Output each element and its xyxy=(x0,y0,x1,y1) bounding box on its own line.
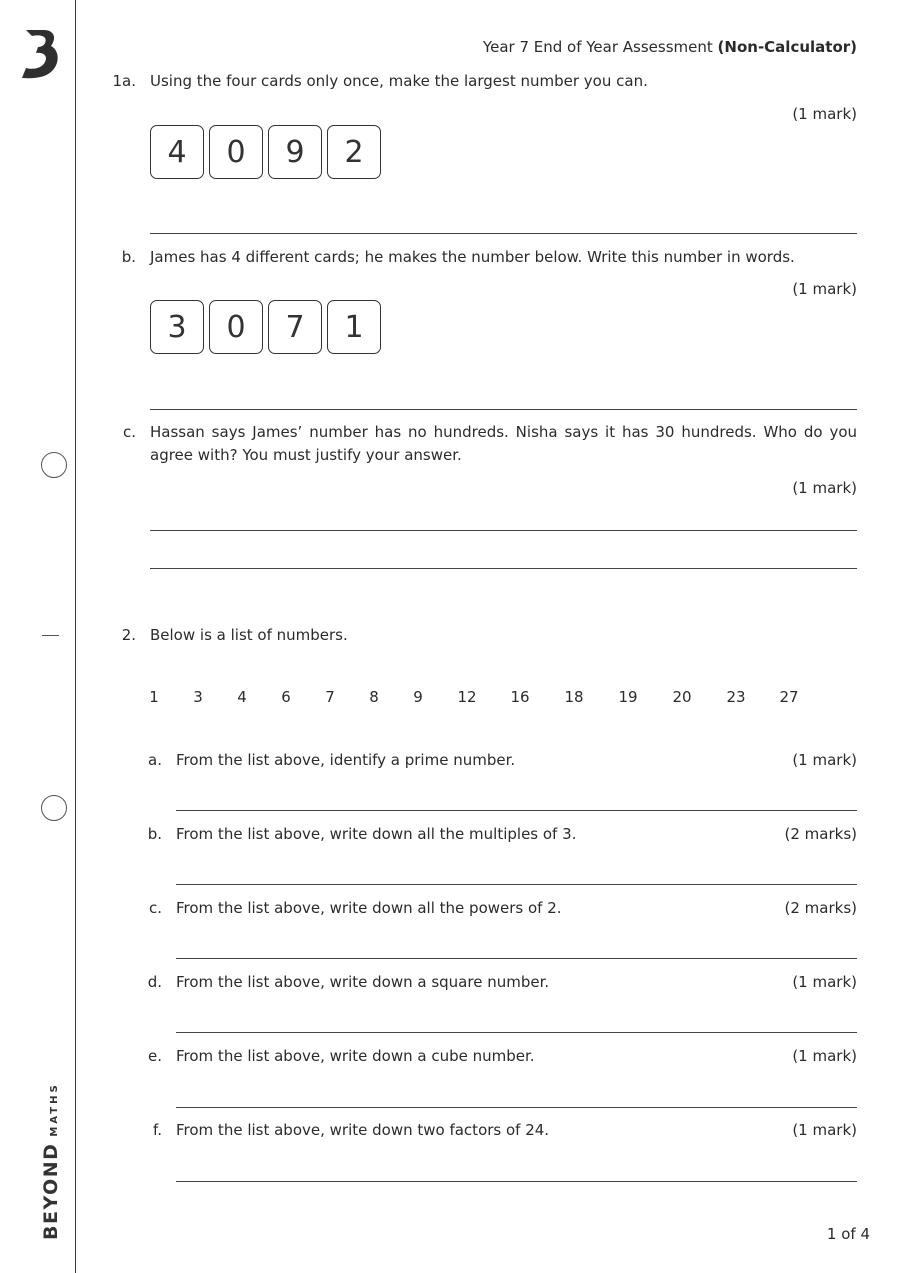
punch-hole xyxy=(41,452,67,478)
mark-allocation: (1 mark) xyxy=(792,1121,857,1139)
mark-allocation: (1 mark) xyxy=(792,1047,857,1065)
answer-line[interactable] xyxy=(176,810,857,811)
subquestion-text: From the list above, write down a cube number. xyxy=(176,1047,535,1065)
page-number: 1 of 4 xyxy=(826,1225,870,1243)
assessment-title: Year 7 End of Year Assessment xyxy=(482,38,713,56)
subquestion-number: b. xyxy=(147,825,162,843)
subquestion-text: From the list above, write down two factors of 24. xyxy=(176,1121,550,1139)
digit-card: 1 xyxy=(327,300,381,354)
brand-word: BEYOND xyxy=(40,1142,62,1240)
question-number: b. xyxy=(121,248,136,266)
answer-line[interactable] xyxy=(150,530,857,531)
question-text: Hassan says James’ number has no hundreds. Nisha says it has 30 hundreds. Who do you agree with? You must justify your answer. xyxy=(150,423,857,464)
question-text: Using the four cards only once, make the largest number you can. xyxy=(150,72,648,90)
mark-allocation: (1 mark) xyxy=(792,751,857,769)
list-number: 1 xyxy=(149,688,159,706)
list-number: 27 xyxy=(779,688,799,706)
list-number: 9 xyxy=(413,688,423,706)
page-header xyxy=(483,38,857,56)
list-number: 20 xyxy=(672,688,692,706)
list-number: 3 xyxy=(193,688,203,706)
subquestion-number: f. xyxy=(153,1121,162,1139)
digit-card: 0 xyxy=(209,125,263,179)
list-number: 8 xyxy=(369,688,379,706)
list-number: 4 xyxy=(237,688,247,706)
brand-sub: MATHS xyxy=(49,1082,60,1137)
punch-hole xyxy=(41,795,67,821)
digit-card: 4 xyxy=(150,125,204,179)
mark-allocation: (1 mark) xyxy=(792,105,857,123)
list-number: 19 xyxy=(618,688,638,706)
digit-card: 9 xyxy=(268,125,322,179)
list-number: 7 xyxy=(325,688,335,706)
answer-line[interactable] xyxy=(176,1032,857,1033)
mark-allocation: (2 marks) xyxy=(784,899,857,917)
fold-mark xyxy=(42,635,59,636)
answer-line[interactable] xyxy=(150,409,857,410)
question-number: 2. xyxy=(121,626,136,644)
list-number: 6 xyxy=(281,688,291,706)
subquestion-text: From the list above, write down a square number. xyxy=(176,973,550,991)
brand-wordmark xyxy=(40,1082,62,1240)
answer-line[interactable] xyxy=(150,233,857,234)
beyond-logo-icon xyxy=(18,28,60,80)
answer-line[interactable] xyxy=(176,1181,857,1182)
answer-line[interactable] xyxy=(176,958,857,959)
subquestion-text: From the list above, write down all the powers of 2. xyxy=(176,899,562,917)
calculator-note: (Non-Calculator) xyxy=(717,38,857,56)
answer-line[interactable] xyxy=(176,1107,857,1108)
question-text: Below is a list of numbers. xyxy=(150,626,348,644)
question-text: James has 4 different cards; he makes the number below. Write this number in words. xyxy=(150,248,795,266)
answer-line[interactable] xyxy=(176,884,857,885)
digit-card: 0 xyxy=(209,300,263,354)
subquestion-number: c. xyxy=(148,899,162,917)
subquestion-number: a. xyxy=(148,751,162,769)
subquestion-number: e. xyxy=(148,1047,162,1065)
margin-rule xyxy=(75,0,76,1273)
mark-allocation: (1 mark) xyxy=(792,973,857,991)
digit-card: 3 xyxy=(150,300,204,354)
digit-card: 2 xyxy=(327,125,381,179)
mark-allocation: (2 marks) xyxy=(784,825,857,843)
mark-allocation: (1 mark) xyxy=(792,479,857,497)
answer-line[interactable] xyxy=(150,568,857,569)
digit-card: 7 xyxy=(268,300,322,354)
list-number: 16 xyxy=(510,688,530,706)
subquestion-text: From the list above, write down all the multiples of 3. xyxy=(176,825,577,843)
question-number: 1a. xyxy=(112,72,136,90)
question-number: c. xyxy=(122,423,136,441)
list-number: 12 xyxy=(457,688,477,706)
subquestion-text: From the list above, identify a prime number. xyxy=(176,751,516,769)
mark-allocation: (1 mark) xyxy=(792,280,857,298)
list-number: 18 xyxy=(564,688,584,706)
list-number: 23 xyxy=(726,688,746,706)
subquestion-number: d. xyxy=(147,973,162,991)
